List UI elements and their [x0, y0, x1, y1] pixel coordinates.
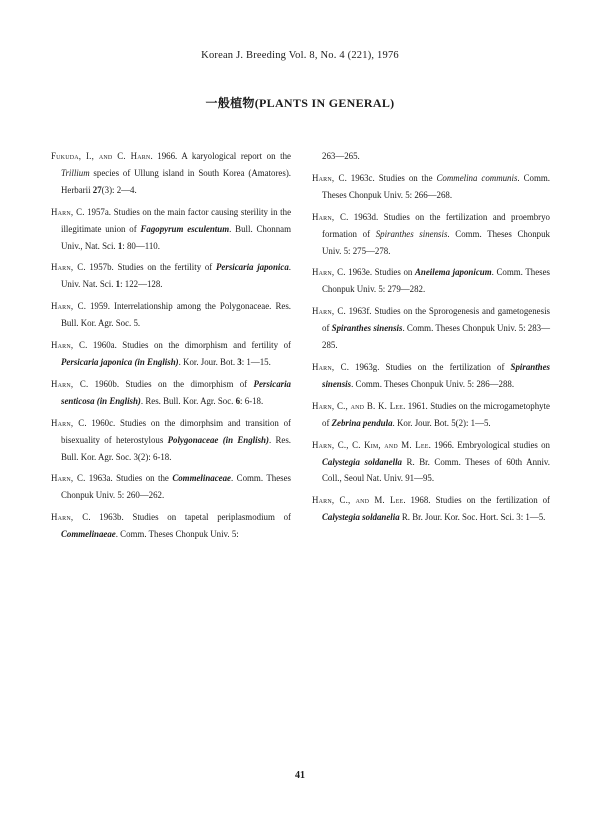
reference-entry [312, 398, 550, 432]
reference-text: . Kor. Jour. Bot. [178, 356, 238, 367]
reference-authors: Harn, C [51, 512, 89, 523]
volume-number: 1 [115, 279, 121, 290]
reference-entry [51, 509, 291, 543]
reference-entry [312, 209, 550, 260]
reference-text: . Res. Bull. Kor. Agr. Soc. [140, 395, 236, 406]
volume-number: 6 [235, 395, 241, 406]
section-title: 一般植物(PLANTS IN GENERAL) [205, 96, 395, 110]
reference-authors: Harn, C [312, 361, 347, 372]
taxon-name: Spiranthes sinensis [375, 228, 448, 239]
reference-text: . 1963d. Studies on the fertilization and proembryo formation of [322, 211, 550, 239]
reference-text: . 1963a. Studies on the [83, 473, 173, 484]
reference-authors: Fukuda, I., and C. Harn [51, 151, 151, 161]
reference-text: : 6-18. [240, 395, 264, 406]
reference-entry [51, 298, 291, 332]
right-column [312, 148, 550, 531]
volume-number: 1 [117, 240, 123, 251]
reference-entry [51, 204, 291, 255]
reference-text: : 80—110. [122, 240, 160, 251]
taxon-name: Commelinaceae [172, 473, 231, 484]
reference-text: . 1966. A karyological report on the [150, 151, 291, 161]
taxon-name: Fagopyrum esculentum [140, 223, 230, 234]
reference-text: . 1966. Embryological studies on [428, 439, 550, 450]
taxon-name: Aneilema japonicum [415, 267, 492, 278]
reference-text: . Comm. Theses Chonpuk Univ. 5: 260—262. [61, 473, 291, 501]
reference-entry [51, 337, 291, 371]
reference-authors: Harn, C [51, 473, 84, 484]
left-column [51, 148, 291, 548]
reference-entry [51, 470, 291, 504]
taxon-name: Persicaria senticosa (in English) [61, 378, 291, 406]
reference-entry [312, 492, 550, 526]
reference-entry [312, 170, 550, 204]
reference-text: . Univ. Nat. Sci. [61, 262, 291, 290]
taxon-name: Zebrina pendula [331, 417, 393, 428]
reference-text: . Res. Bull. Kor. Agr. Soc. 3(2): 6-18. [61, 434, 291, 462]
reference-text: . 1968. Studies on the fertilization of [403, 495, 550, 506]
reference-text: : 1—15. [241, 356, 271, 367]
page-number: 41 [295, 770, 305, 781]
reference-authors: Harn, C [51, 340, 86, 351]
reference-authors: Harn, C., and M. Lee [312, 495, 404, 506]
reference-authors: Harn, C [312, 172, 345, 183]
reference-text: . 1963b. Studies on tapetal periplasmodium of [88, 512, 292, 523]
reference-text: . 1959. Interrelationship among the Polygonaceae. Res. Bull. Kor. Agr. Soc. 5. [61, 301, 291, 329]
taxon-name: Spiranthes sinensis [331, 323, 403, 334]
reference-authors: Harn, C [51, 378, 87, 389]
reference-text: R. Br. Comm. Theses of 60th Anniv. Coll., Seoul Nat. Univ. 91—95. [322, 456, 551, 484]
taxon-name: Spiranthes sinensis [322, 361, 550, 389]
reference-authors: Harn, C., C. Kim, and M. Lee [312, 439, 429, 450]
reference-entry [312, 148, 550, 165]
taxon-name: Commelina communis [436, 172, 518, 183]
reference-text: . 1960a. Studies on the dimorphism and fertility of [85, 340, 291, 351]
reference-entry [312, 359, 550, 393]
reference-text: . 1963c. Studies on the [344, 172, 437, 183]
reference-authors: Harn, C [312, 306, 344, 317]
reference-authors: Harn, C., and B. K. Lee [312, 400, 404, 411]
reference-text: 263—265. [322, 151, 360, 161]
taxon-name: Trillium [61, 167, 90, 178]
reference-entry [51, 148, 291, 199]
reference-text: (3): 2—4. [101, 184, 137, 195]
reference-text: species of Ullung island in South Korea (Amatores). Herbarii [61, 167, 291, 195]
running-head: Korean J. Breeding Vol. 8, No. 4 (221), 1976 [201, 50, 399, 61]
reference-text: R. Br. Jour. Kor. Soc. Hort. Sci. 3: 1—5. [399, 512, 546, 523]
volume-number: 3 [237, 356, 242, 367]
reference-text: . Comm. Theses Chonpuk Univ. 5: 283—285. [322, 323, 550, 351]
reference-text: . Comm. Theses Chonpuk Univ. 5: 279—282. [322, 267, 551, 295]
reference-entry [312, 264, 550, 298]
reference-entry [51, 259, 291, 293]
taxon-name: Calystegia soldanella [322, 456, 402, 467]
reference-text: . Comm. Theses Chonpuk Univ. 5: 275—278. [322, 228, 550, 256]
reference-text: . Comm. Theses Chonpuk Univ. 5: 286—288. [351, 378, 515, 389]
reference-text: . Comm. Theses Chonpuk Univ. 5: 266—268. [322, 172, 551, 200]
reference-text: . Comm. Theses Chonpuk Univ. 5: [115, 529, 239, 540]
reference-text: . 1963e. Studies on [343, 267, 415, 278]
reference-authors: Harn, C [51, 301, 84, 312]
taxon-name: Calystegia soldanelia [322, 512, 400, 523]
reference-authors: Harn, C [51, 417, 85, 428]
reference-text: . 1957a. Studies on the main factor causing sterility in the illegitimate union of [61, 206, 292, 234]
taxon-name: Persicaria japonica (in English) [61, 356, 179, 367]
reference-entry [312, 437, 550, 488]
reference-text: . 1963g. Studies on the fertilization of [346, 361, 511, 372]
reference-authors: Harn, C [51, 262, 84, 273]
reference-entry [51, 415, 291, 466]
reference-text: . 1960c. Studies on the dimorphsim and transition of bisexuality of heterostylous [61, 417, 291, 445]
reference-text: . 1963f. Studies on the Sprorogenesis and gametogenesis of [322, 306, 550, 334]
reference-authors: Harn, C [312, 267, 344, 278]
taxon-name: Polygonaceae (in English) [167, 434, 269, 445]
reference-authors: Harn, C [51, 206, 83, 217]
taxon-name: Commelinaeae [61, 529, 116, 540]
reference-text: . Kor. Jour. Bot. 5(2): 1—5. [392, 417, 491, 428]
reference-text: . 1957b. Studies on the fertility of [83, 262, 216, 273]
reference-entry [312, 303, 550, 354]
reference-text: . 1960b. Studies on the dimorphism of [86, 378, 254, 389]
reference-authors: Harn, C [312, 211, 347, 222]
volume-number: 27 [92, 184, 102, 195]
reference-entry [51, 376, 291, 410]
reference-text: . 1961. Studies on the microgametophyte of [322, 400, 550, 428]
reference-text: . Bull. Chonnam Univ., Nat. Sci. [61, 223, 291, 251]
taxon-name: Persicaria japonica [216, 262, 289, 273]
reference-text: : 122—128. [120, 279, 163, 290]
